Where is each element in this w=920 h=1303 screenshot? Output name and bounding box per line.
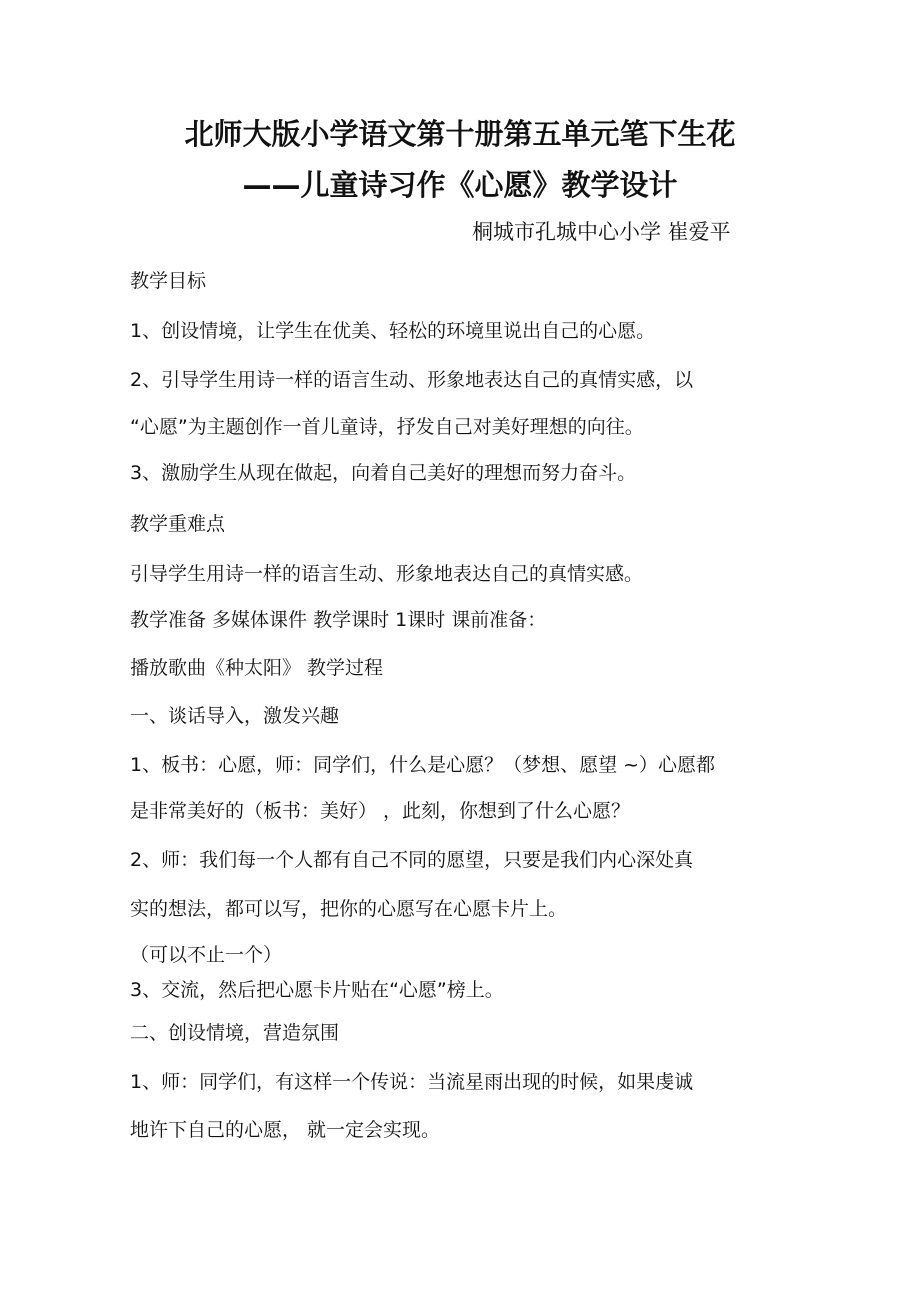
paragraph-line: 1、创设情境，让学生在优美、轻松的环境里说出自己的心愿。: [130, 320, 656, 342]
section-heading-objectives: 教学目标: [130, 270, 207, 292]
document-subtitle: ——儿童诗习作《心愿》教学设计: [242, 168, 678, 202]
paragraph-line: 实的想法，都可以写，把你的心愿写在心愿卡片上。: [130, 898, 568, 920]
section-heading-key-points: 教学重难点: [130, 513, 226, 535]
paragraph-line: 1、师：同学们，有这样一个传说：当流星雨出现的时候，如果虔诚: [130, 1071, 694, 1093]
paragraph-line: 1、板书：心愿，师：同学们，什么是心愿？（梦想、愿望 ~）心愿都: [130, 754, 716, 776]
paragraph-line: 地许下自己的心愿， 就一定会实现。: [130, 1119, 441, 1141]
section-heading-situation: 二、创设情境，营造氛围: [130, 1022, 340, 1044]
paragraph-line: 是非常美好的（板书：美好） ，此刻，你想到了什么心愿？: [130, 800, 631, 822]
document-title: 北师大版小学语文第十册第五单元笔下生花: [184, 117, 736, 151]
paragraph-line: 2、师：我们每一个人都有自己不同的愿望，只要是我们内心深处真: [130, 849, 694, 871]
author-line: 桐城市孔城中心小学 崔爱平: [472, 220, 731, 244]
section-heading-intro: 一、谈话导入，激发兴趣: [130, 705, 340, 727]
paragraph-line: （可以不止一个）: [130, 944, 283, 966]
paragraph-line: 2、引导学生用诗一样的语言生动、形象地表达自己的真情实感，以: [130, 369, 694, 391]
paragraph-line: 3、激励学生从现在做起，向着自己美好的理想而努力奋斗。: [130, 462, 637, 484]
paragraph-line: “心愿”为主题创作一首儿童诗，抒发自己对美好理想的向往。: [130, 416, 644, 438]
paragraph-line: 播放歌曲《种太阳》 教学过程: [130, 657, 384, 679]
paragraph-line: 引导学生用诗一样的语言生动、形象地表达自己的真情实感。: [130, 563, 644, 585]
paragraph-line: 3、交流，然后把心愿卡片贴在“心愿”榜上。: [130, 979, 504, 1001]
paragraph-line: 教学准备 多媒体课件 教学课时 1课时 课前准备：: [130, 609, 547, 631]
